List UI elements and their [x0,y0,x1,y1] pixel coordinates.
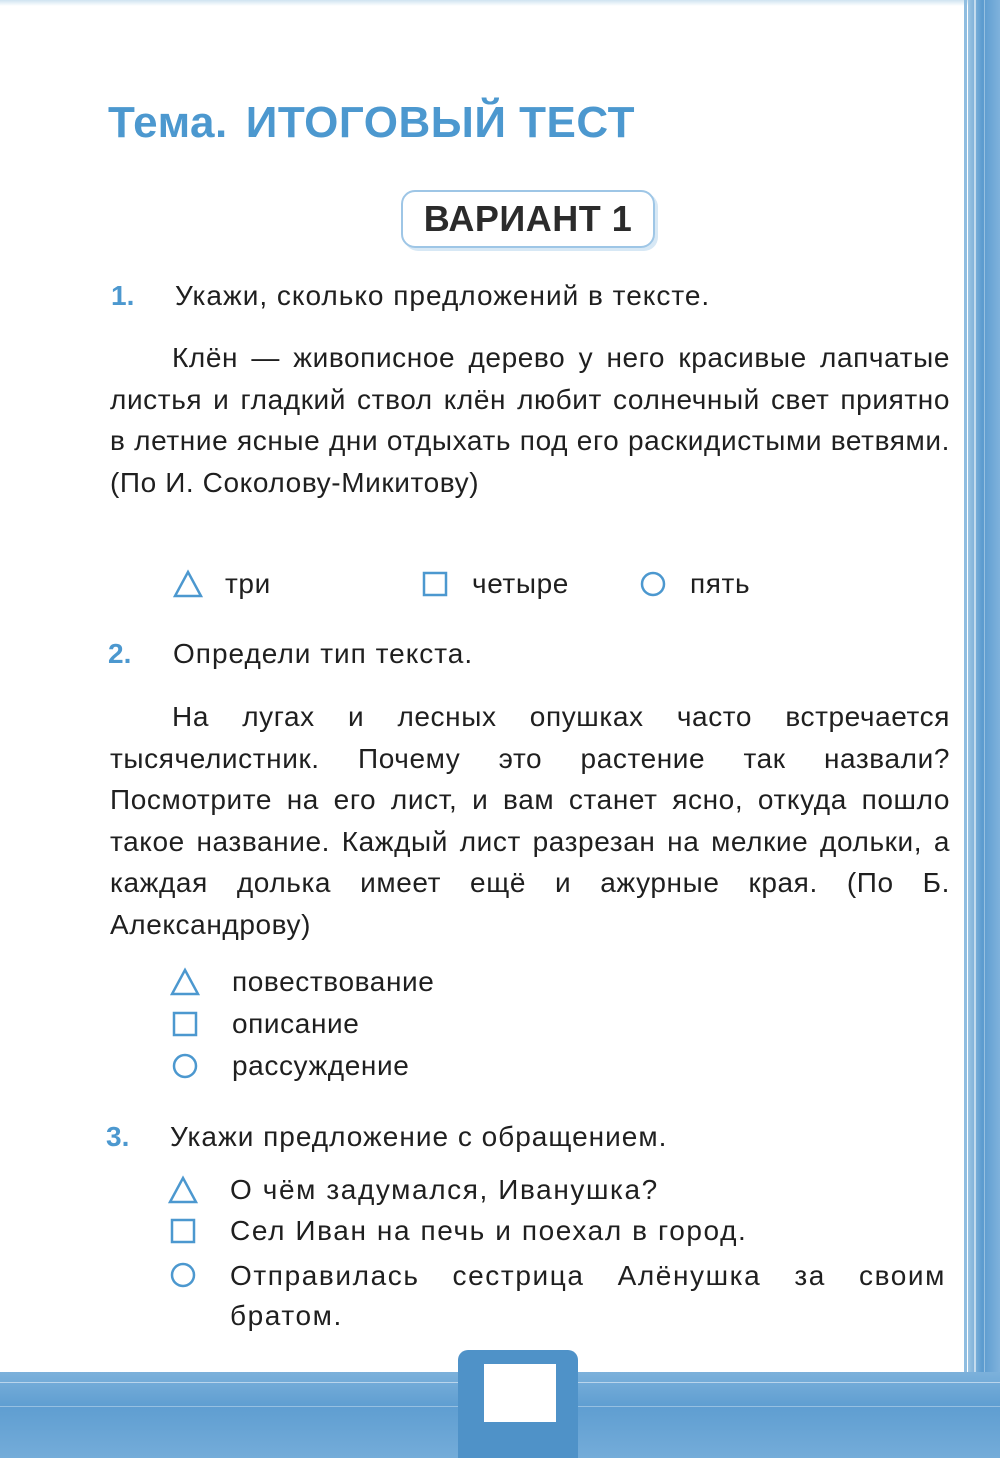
circle-icon [170,1051,200,1081]
question-1-option-3[interactable] [638,568,750,600]
circle-icon [168,1260,198,1290]
square-icon [420,569,450,599]
page-title [108,98,635,148]
topic-title: ИТОГОВЫЙ ТЕСТ [245,98,635,147]
question-3-number: 3. [106,1121,130,1152]
page-right-margin-decoration [968,0,1000,1458]
option-label: описание [232,1008,360,1039]
question-3-option-2[interactable] [168,1215,747,1247]
topic-label: Тема. [108,98,228,147]
option-label: пять [690,568,751,599]
question-1-passage-text: Клён — живописное дерево у него красивые лапчатые листья и гладкий ствол клён любит солнечный свет приятно в летние ясные дни отдыхать под его раскидистыми ветвями. (По И. Соколову-Микитову) [110,342,950,498]
question-2-option-3[interactable] [170,1050,409,1082]
question-1-option-2[interactable] [420,568,569,600]
question-2-number: 2. [108,638,132,669]
page-top-edge [0,0,968,6]
option-label: Отправилась сестрица Алёнушка за своим братом. [230,1260,946,1331]
page-inner-border [964,0,967,1372]
triangle-icon [168,1175,198,1205]
option-label: три [225,568,271,599]
option-label: рассуждение [232,1050,410,1081]
circle-icon [638,569,668,599]
option-label: повествование [232,966,435,997]
triangle-icon [173,569,203,599]
question-1-passage [110,337,950,503]
variant-badge [401,190,655,248]
variant-label: ВАРИАНТ 1 [423,198,633,239]
triangle-icon [170,967,200,997]
question-2-option-2[interactable] [170,1008,359,1040]
question-3-option-3[interactable] [168,1256,948,1336]
option-label: Сел Иван на печь и поехал в город. [230,1215,748,1246]
option-label: четыре [472,568,569,599]
question-1-option-1[interactable] [173,568,271,600]
question-2-option-1[interactable] [170,966,434,998]
question-2-passage-text: На лугах и лесных опушках часто встречается тысячелистник. Почему это растение так назвали? Посмотрите на его лист, и вам станет ясно, откуда пошло такое название. Каждый лист разрезан на мелкие дольки, а каждая долька имеет ещё и ажурные края. (По Б. Александрову) [110,701,950,940]
square-icon [168,1216,198,1246]
question-2-prompt: Определи тип текста. [173,638,474,669]
question-1-number: 1. [111,280,135,311]
question-3-option-1[interactable] [168,1174,659,1206]
question-3-prompt: Укажи предложение с обращением. [170,1121,668,1152]
question-2-passage [110,696,950,945]
square-icon [170,1009,200,1039]
option-label: О чём задумался, Иванушка? [230,1174,659,1205]
page-number-box [484,1364,556,1422]
question-1-prompt: Укажи, сколько предложений в тексте. [175,280,711,311]
